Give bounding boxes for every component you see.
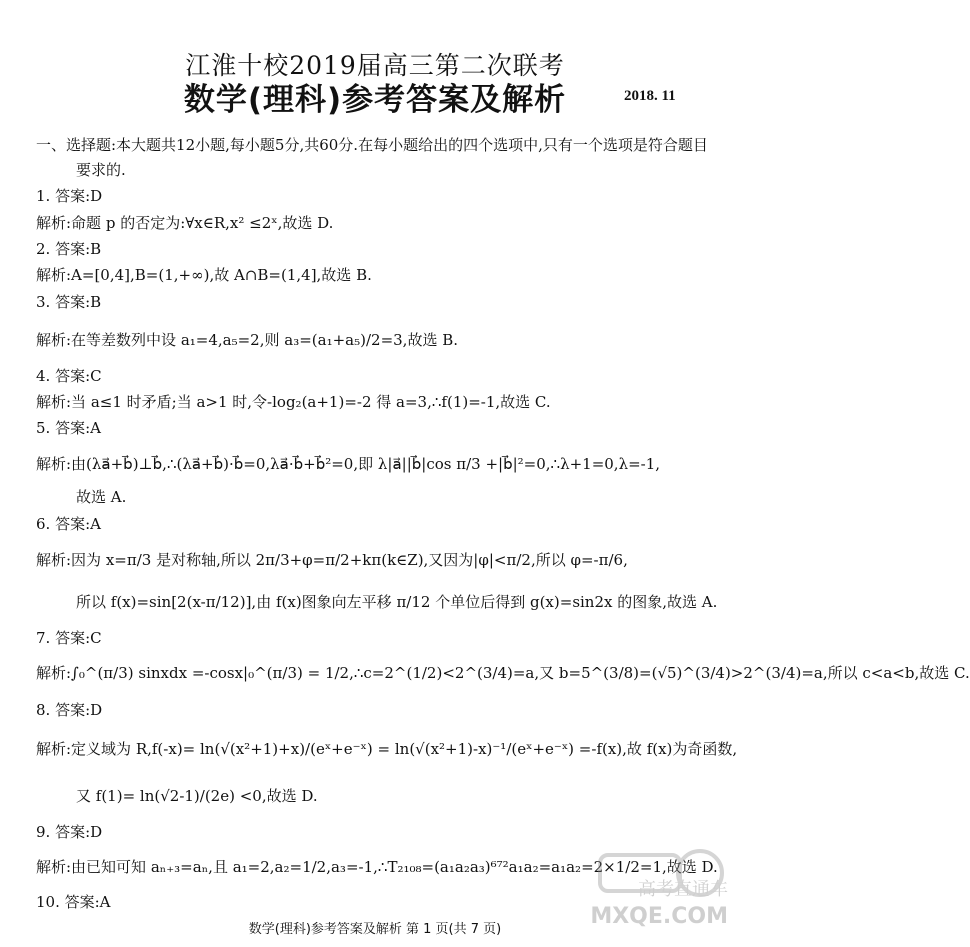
section-heading-cont: 要求的. [76, 161, 126, 179]
watermark-text-en: MXQE.COM [590, 904, 728, 929]
document-title: 数学(理科)参考答案及解析 [183, 82, 567, 118]
analysis-7: 解析:∫₀^(π/3) sinxdx =-cosx|₀^(π/3) = 1/2,∴c=2^(1/2)<2^(3/4)=a,又 b=5^(3/8)=(√5)^(3/4)>2^(3/4)=a,所以 c<a<b,故选 C. [36, 664, 970, 682]
analysis-3: 解析:在等差数列中设 a₁=4,a₅=2,则 a₃=(a₁+a₅)/2=3,故选 B. [36, 331, 459, 349]
page-footer: 数学(理科)参考答案及解析 第 1 页(共 7 页) [248, 922, 502, 937]
watermark-logo [580, 845, 740, 941]
answer-9: 9. 答案:D [36, 823, 103, 841]
answer-7: 7. 答案:C [36, 629, 102, 647]
analysis-6-cont: 所以 f(x)=sin[2(x-π/12)],由 f(x)图象向左平移 π/12 个单位后得到 g(x)=sin2x 的图象,故选 A. [76, 593, 718, 611]
answer-4: 4. 答案:C [36, 367, 102, 385]
exam-title: 江淮十校2019届高三第二次联考 [185, 51, 565, 80]
answer-1: 1. 答案:D [36, 187, 103, 205]
answer-3: 3. 答案:B [36, 293, 102, 311]
answer-6: 6. 答案:A [36, 515, 101, 533]
answer-8: 8. 答案:D [36, 701, 103, 719]
analysis-8: 解析:定义域为 R,f(-x)= ln(√(x²+1)+x)/(eˣ+e⁻ˣ) = ln(√(x²+1)-x)⁻¹/(eˣ+e⁻ˣ) =-f(x),故 f(x)为奇函数, [36, 740, 738, 758]
analysis-5: 解析:由(λa⃗+b⃗)⊥b⃗,∴(λa⃗+b⃗)·b⃗=0,λa⃗·b⃗+b⃗²=0,即 λ|a⃗||b⃗|cos π/3 +|b⃗|²=0,∴λ+1=0,λ=-1, [36, 455, 661, 473]
analysis-9: 解析:由已知可知 aₙ₊₃=aₙ,且 a₁=2,a₂=1/2,a₃=-1,∴T₂₁₀₈=(a₁a₂a₃)⁶⁷²a₁a₂=a₁a₂=2×1/2=1,故选 D. [36, 858, 718, 876]
analysis-4: 解析:当 a≤1 时矛盾;当 a>1 时,令-log₂(a+1)=-2 得 a=3,∴f(1)=-1,故选 C. [36, 393, 551, 411]
analysis-2: 解析:A=[0,4],B=(1,+∞),故 A∩B=(1,4],故选 B. [36, 266, 372, 284]
answer-10: 10. 答案:A [36, 893, 111, 911]
analysis-5-cont: 故选 A. [76, 488, 127, 506]
answer-2: 2. 答案:B [36, 240, 102, 258]
section-heading: 一、选择题:本大题共12小题,每小题5分,共60分.在每小题给出的四个选项中,只有一个选项是符合题目 [36, 136, 708, 154]
analysis-8-cont: 又 f(1)= ln(√2-1)/(2e) <0,故选 D. [76, 787, 318, 805]
document-date: 2018. 11 [624, 88, 676, 104]
analysis-6: 解析:因为 x=π/3 是对称轴,所以 2π/3+φ=π/2+kπ(k∈Z),又因为|φ|<π/2,所以 φ=-π/6, [36, 551, 628, 569]
watermark-text-cn: 高考直通车 [638, 879, 728, 900]
analysis-1: 解析:命题 p 的否定为:∀x∈R,x² ≤2ˣ,故选 D. [36, 214, 334, 232]
answer-5: 5. 答案:A [36, 419, 101, 437]
